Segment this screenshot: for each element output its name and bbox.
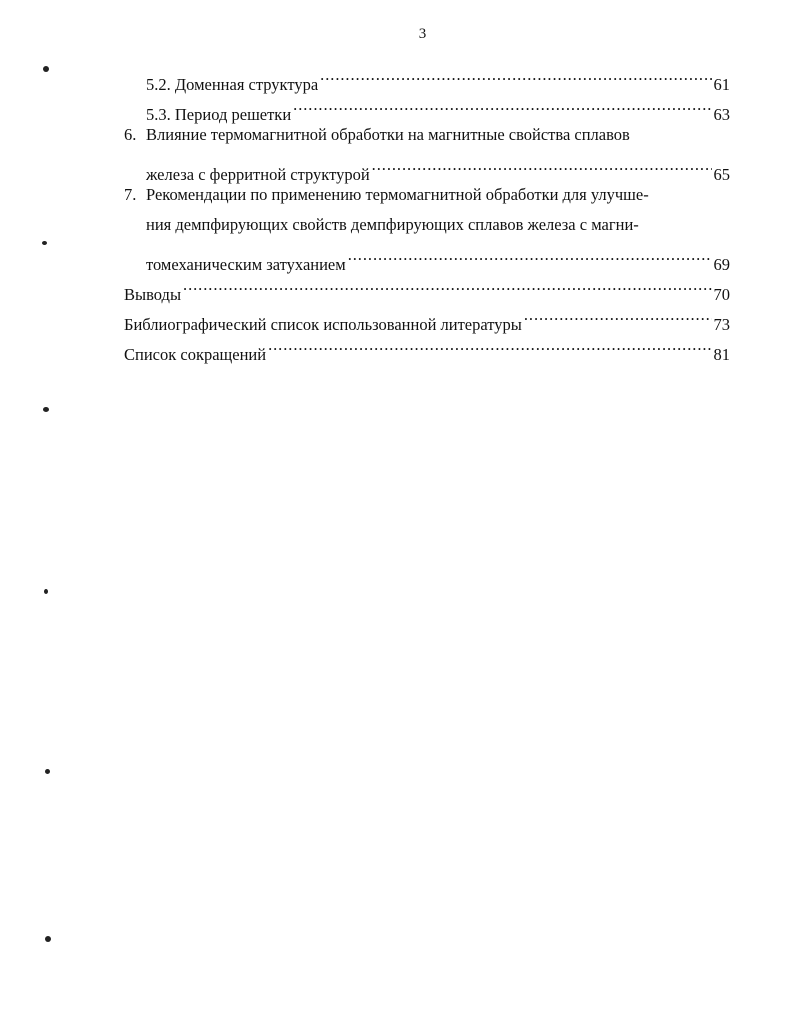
toc-entry-bibliography — [124, 300, 730, 334]
toc-page-number: 63 — [713, 105, 730, 124]
toc-entry-6-line1 — [124, 120, 730, 150]
toc-entry-conclusions — [124, 270, 730, 304]
toc-entry-title: Влияние термомагнитной обработки на магнитные свойства сплавов — [146, 125, 630, 144]
toc-page-number: 73 — [713, 315, 730, 334]
toc-entry-6-line2 — [146, 150, 730, 184]
toc-entry-title: Рекомендации по применению термомагнитной обработки для улучше- — [146, 185, 649, 204]
scan-speck — [45, 769, 50, 774]
dot-leader — [293, 90, 711, 120]
dot-leader — [372, 150, 712, 180]
dot-leader — [524, 300, 712, 330]
toc-entry-number: 7. — [124, 185, 137, 204]
toc-entry-title: Список сокращений — [124, 345, 267, 364]
toc-page-number: 81 — [713, 345, 730, 364]
dot-leader — [183, 270, 711, 300]
toc-entry-title-cont: томеханическим затуханием — [146, 255, 346, 274]
toc-page-number: 65 — [713, 165, 730, 184]
toc-entry-title: 5.3. Период решетки — [146, 105, 292, 124]
toc-entry-title: Библиографический список использованной литературы — [124, 315, 522, 334]
toc-entry-7-line2 — [146, 210, 730, 240]
table-of-contents — [124, 60, 730, 364]
scan-speck — [43, 407, 49, 412]
toc-entry-title-cont: железа с ферритной структурой — [146, 165, 370, 184]
toc-entry-number: 6. — [124, 125, 137, 144]
toc-entry-title: Выводы — [124, 285, 182, 304]
toc-page-number: 69 — [713, 255, 730, 274]
page-number: 3 — [418, 26, 427, 42]
toc-page-number: 70 — [713, 285, 730, 304]
toc-entry-title-cont: ния демпфирующих свойств демпфирующих сплавов железа с магни- — [146, 215, 639, 234]
toc-entry-7-line3 — [146, 240, 730, 274]
dot-leader — [268, 330, 711, 360]
dot-leader — [348, 240, 712, 270]
toc-entry-title: 5.2. Доменная структура — [146, 75, 319, 94]
scan-speck — [43, 66, 49, 72]
scan-speck — [45, 936, 51, 942]
scan-speck — [44, 589, 48, 594]
toc-entry-5-2 — [146, 60, 730, 94]
toc-entry-7-line1 — [124, 180, 730, 210]
scan-speck — [42, 241, 47, 245]
dot-leader — [320, 60, 711, 90]
toc-page-number: 61 — [713, 75, 730, 94]
